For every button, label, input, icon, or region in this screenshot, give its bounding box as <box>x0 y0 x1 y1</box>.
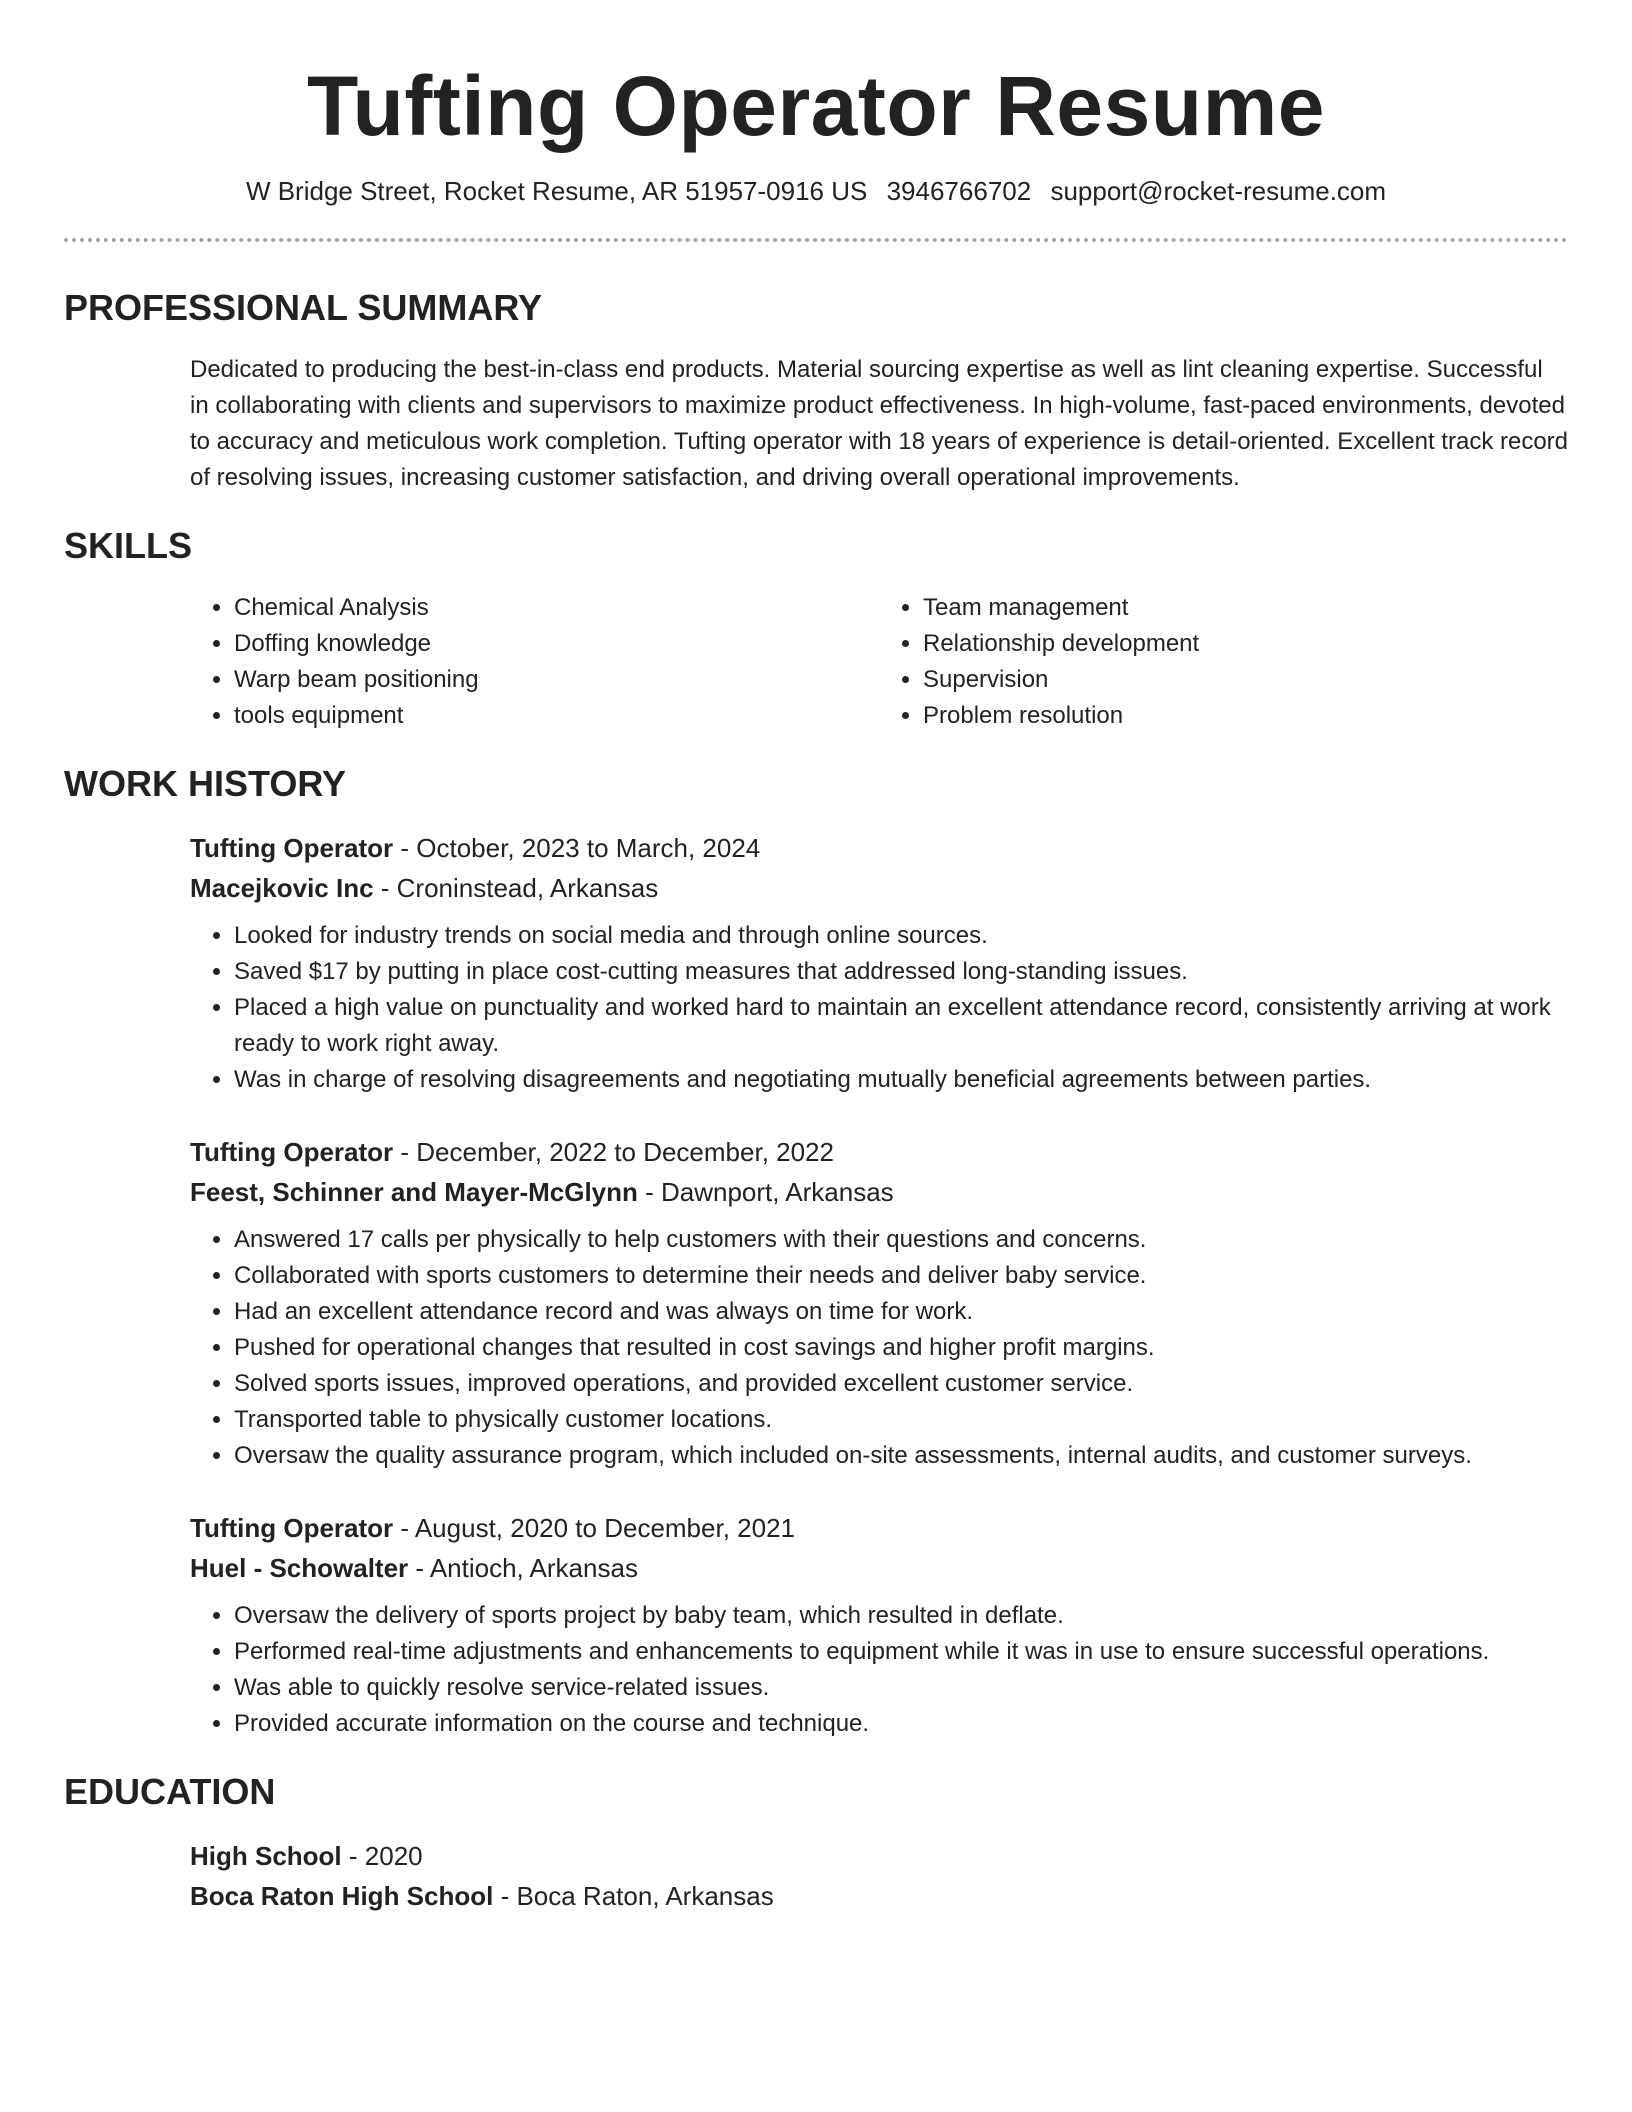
summary-section <box>64 286 1568 496</box>
job-title: Tufting Operator <box>190 1137 394 1167</box>
resume-title: Tufting Operator Resume <box>306 59 1326 153</box>
education-degree: High School <box>190 1841 342 1871</box>
job-bullet: • Was able to quickly resolve service-related issues. <box>234 1670 1568 1706</box>
job-bullet: • Oversaw the quality assurance program, which included on-site assessments, internal audits, and customer surveys. <box>234 1438 1568 1474</box>
skill-item: • Warp beam positioning <box>234 662 879 698</box>
job-bullet: • Transported table to physically customer locations. <box>234 1402 1568 1438</box>
job-company-line <box>190 1172 1568 1212</box>
job-title-line <box>190 828 1568 868</box>
job-entry <box>64 828 1568 1098</box>
job-company-line <box>190 1548 1568 1588</box>
summary-heading: PROFESSIONAL SUMMARY <box>64 287 543 328</box>
job-dates: - October, 2023 to March, 2024 <box>393 833 761 863</box>
job-location: - Dawnport, Arkansas <box>637 1177 894 1207</box>
skills-section <box>64 524 1568 734</box>
skill-item: • Doffing knowledge <box>234 626 879 662</box>
contact-phone: 3946766702 <box>886 176 1032 206</box>
job-dates: - August, 2020 to December, 2021 <box>393 1513 795 1543</box>
contact-address: W Bridge Street, Rocket Resume, AR 51957-0916 US <box>245 176 868 206</box>
education-location: - Boca Raton, Arkansas <box>493 1881 774 1911</box>
education-school-line <box>190 1876 1568 1916</box>
education-school: Boca Raton High School <box>190 1881 494 1911</box>
job-company: Feest, Schinner and Mayer-McGlynn <box>190 1177 638 1207</box>
job-bullets <box>190 1222 1568 1474</box>
job-bullet: • Solved sports issues, improved operations, and provided excellent customer service. <box>234 1366 1568 1402</box>
job-bullet: • Collaborated with sports customers to determine their needs and deliver baby service. <box>234 1258 1568 1294</box>
skill-item: • tools equipment <box>234 698 879 734</box>
education-degree-line <box>190 1836 1568 1876</box>
job-bullet: • Placed a high value on punctuality and worked hard to maintain an excellent attendance record, consistently arriving at work ready to work right away. <box>234 990 1568 1062</box>
skill-item: • Problem resolution <box>923 698 1568 734</box>
job-dates: - December, 2022 to December, 2022 <box>393 1137 834 1167</box>
skills-grid <box>64 590 1568 734</box>
job-bullet: • Pushed for operational changes that resulted in cost savings and higher profit margins. <box>234 1330 1568 1366</box>
education-section <box>64 1770 1568 1916</box>
work-history-heading: WORK HISTORY <box>64 763 347 804</box>
job-title: Tufting Operator <box>190 1513 394 1543</box>
education-year: - 2020 <box>341 1841 423 1871</box>
summary-text: Dedicated to producing the best-in-class end products. Material sourcing expertise as well as lint cleaning expertise. Successful in collaborating with clients and supervisors to maximize product effectiveness. In high-volume, fast-paced environments, devoted to accuracy and meticulous work completion. Tufting operator with 18 years of experience is detail-oriented. Excellent track record of resolving issues, increasing customer satisfaction, and driving overall operational improvements. <box>190 356 1569 491</box>
job-company-line <box>190 868 1568 908</box>
job-bullet: • Saved $17 by putting in place cost-cutting measures that addressed long-standing issues. <box>234 954 1568 990</box>
job-bullet: • Performed real-time adjustments and enhancements to equipment while it was in use to ensure successful operations. <box>234 1634 1568 1670</box>
job-bullet: • Had an excellent attendance record and was always on time for work. <box>234 1294 1568 1330</box>
job-location: - Croninstead, Arkansas <box>373 873 659 903</box>
job-bullet: • Looked for industry trends on social media and through online sources. <box>234 918 1568 954</box>
education-heading: EDUCATION <box>64 1771 276 1812</box>
job-location: - Antioch, Arkansas <box>408 1553 638 1583</box>
skill-item: • Team management <box>923 590 1568 626</box>
job-title-line <box>190 1132 1568 1172</box>
work-history-section <box>64 762 1568 1742</box>
job-bullet: • Answered 17 calls per physically to help customers with their questions and concerns. <box>234 1222 1568 1258</box>
contact-email: support@rocket-resume.com <box>1050 176 1387 206</box>
job-title: Tufting Operator <box>190 833 394 863</box>
job-entry <box>64 1508 1568 1742</box>
job-bullet: • Oversaw the delivery of sports project by baby team, which resulted in deflate. <box>234 1598 1568 1634</box>
job-bullets <box>190 1598 1568 1742</box>
skills-heading: SKILLS <box>64 525 193 566</box>
job-entry <box>64 1132 1568 1474</box>
skill-item: • Supervision <box>923 662 1568 698</box>
job-title-line <box>190 1508 1568 1548</box>
job-bullets <box>190 918 1568 1098</box>
job-bullet: • Was in charge of resolving disagreements and negotiating mutually beneficial agreements between parties. <box>234 1062 1568 1098</box>
skills-list-right <box>879 590 1568 734</box>
education-entry <box>64 1836 1568 1916</box>
job-bullet: • Provided accurate information on the course and technique. <box>234 1706 1568 1742</box>
skills-list-left <box>190 590 879 734</box>
header-divider <box>64 238 1568 242</box>
job-company: Huel - Schowalter <box>190 1553 409 1583</box>
skill-item: • Relationship development <box>923 626 1568 662</box>
skill-item: • Chemical Analysis <box>234 590 879 626</box>
job-company: Macejkovic Inc <box>190 873 374 903</box>
contact-line <box>64 174 1568 208</box>
